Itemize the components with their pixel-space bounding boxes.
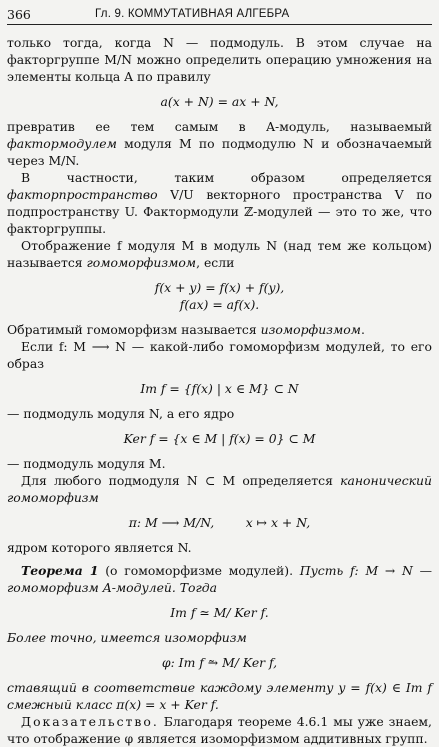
running-title: Гл. 9. КОММУТАТИВНАЯ АЛГЕБРА: [95, 8, 290, 20]
paragraph: Для любого подмодуля N ⊂ M определяется канонический гомоморфизм: [7, 473, 432, 505]
formula: f(ax) = af(x).: [179, 297, 260, 312]
formula: φ: Im f ⥲ M/ Ker f,: [161, 655, 278, 670]
paragraph: превратив ее тем самым в A-модуль, называемый фактормодулем модуля M по подмодулю N и обозначаемый через M/N.: [7, 119, 432, 168]
running-header: [7, 6, 432, 25]
term: изоморфизмом: [260, 322, 361, 337]
paragraph: Отображение f модуля M в модуль N (над тем же кольцом) называется гомоморфизмом, если: [7, 238, 432, 270]
paragraph: В частности, таким образом определяется факторпространство V/U векторного пространства V по подпространству U. Фактормодули ℤ-модулей — это то же, что факторгруппы.: [7, 170, 432, 236]
formula: Im f ≃ M/ Ker f.: [170, 605, 269, 620]
page-number: 366: [7, 7, 31, 22]
paragraph: Обратимый гомоморфизм называется изоморфизмом.: [7, 322, 365, 337]
formula: Im f = {f(x) | x ∈ M} ⊂ N: [140, 381, 299, 396]
term: канонический гомоморфизм: [7, 473, 432, 505]
term: факторпространство: [7, 187, 158, 202]
proof-label: Доказательство.: [21, 714, 159, 729]
term: фактормодулем: [7, 136, 117, 151]
paragraph: Более точно, имеется изоморфизм: [7, 630, 247, 645]
formula: a(x + N) = ax + N,: [160, 94, 279, 109]
term: гомоморфизмом: [86, 255, 197, 270]
paragraph: — подмодуль модуля M.: [7, 456, 166, 471]
paragraph: ядром которого является N.: [7, 540, 192, 555]
book-page: [7, 0, 432, 746]
theorem: Теорема 1 (о гомоморфизме модулей). Пусть f: M → N — гомоморфизм A-модулей. Тогда: [7, 563, 432, 595]
theorem-label: Теорема 1: [21, 563, 99, 578]
page-body: [7, 34, 432, 747]
paragraph: только тогда, когда N — подмодуль. В этом случае на факторгруппе M/N можно определить операцию умножения на элементы кольца A по правилу: [7, 35, 432, 84]
formula: π: M ⟶ M/N, x ↦ x + N,: [128, 515, 311, 530]
formula: f(x + y) = f(x) + f(y),: [154, 280, 285, 295]
proof: Доказательство. Благодаря теореме 4.6.1 мы уже знаем, что отображение φ является изоморфизмом аддитивных групп.: [7, 714, 432, 746]
paragraph: — подмодуль модуля N, а его ядро: [7, 406, 235, 421]
paragraph: Если f: M ⟶ N — какой-либо гомоморфизм модулей, то его образ: [7, 339, 432, 371]
formula: Ker f = {x ∈ M | f(x) = 0} ⊂ M: [123, 431, 316, 446]
paragraph: ставящий в соответствие каждому элементу y = f(x) ∈ Im f смежный класс π(x) = x + Ker f.: [7, 680, 432, 712]
